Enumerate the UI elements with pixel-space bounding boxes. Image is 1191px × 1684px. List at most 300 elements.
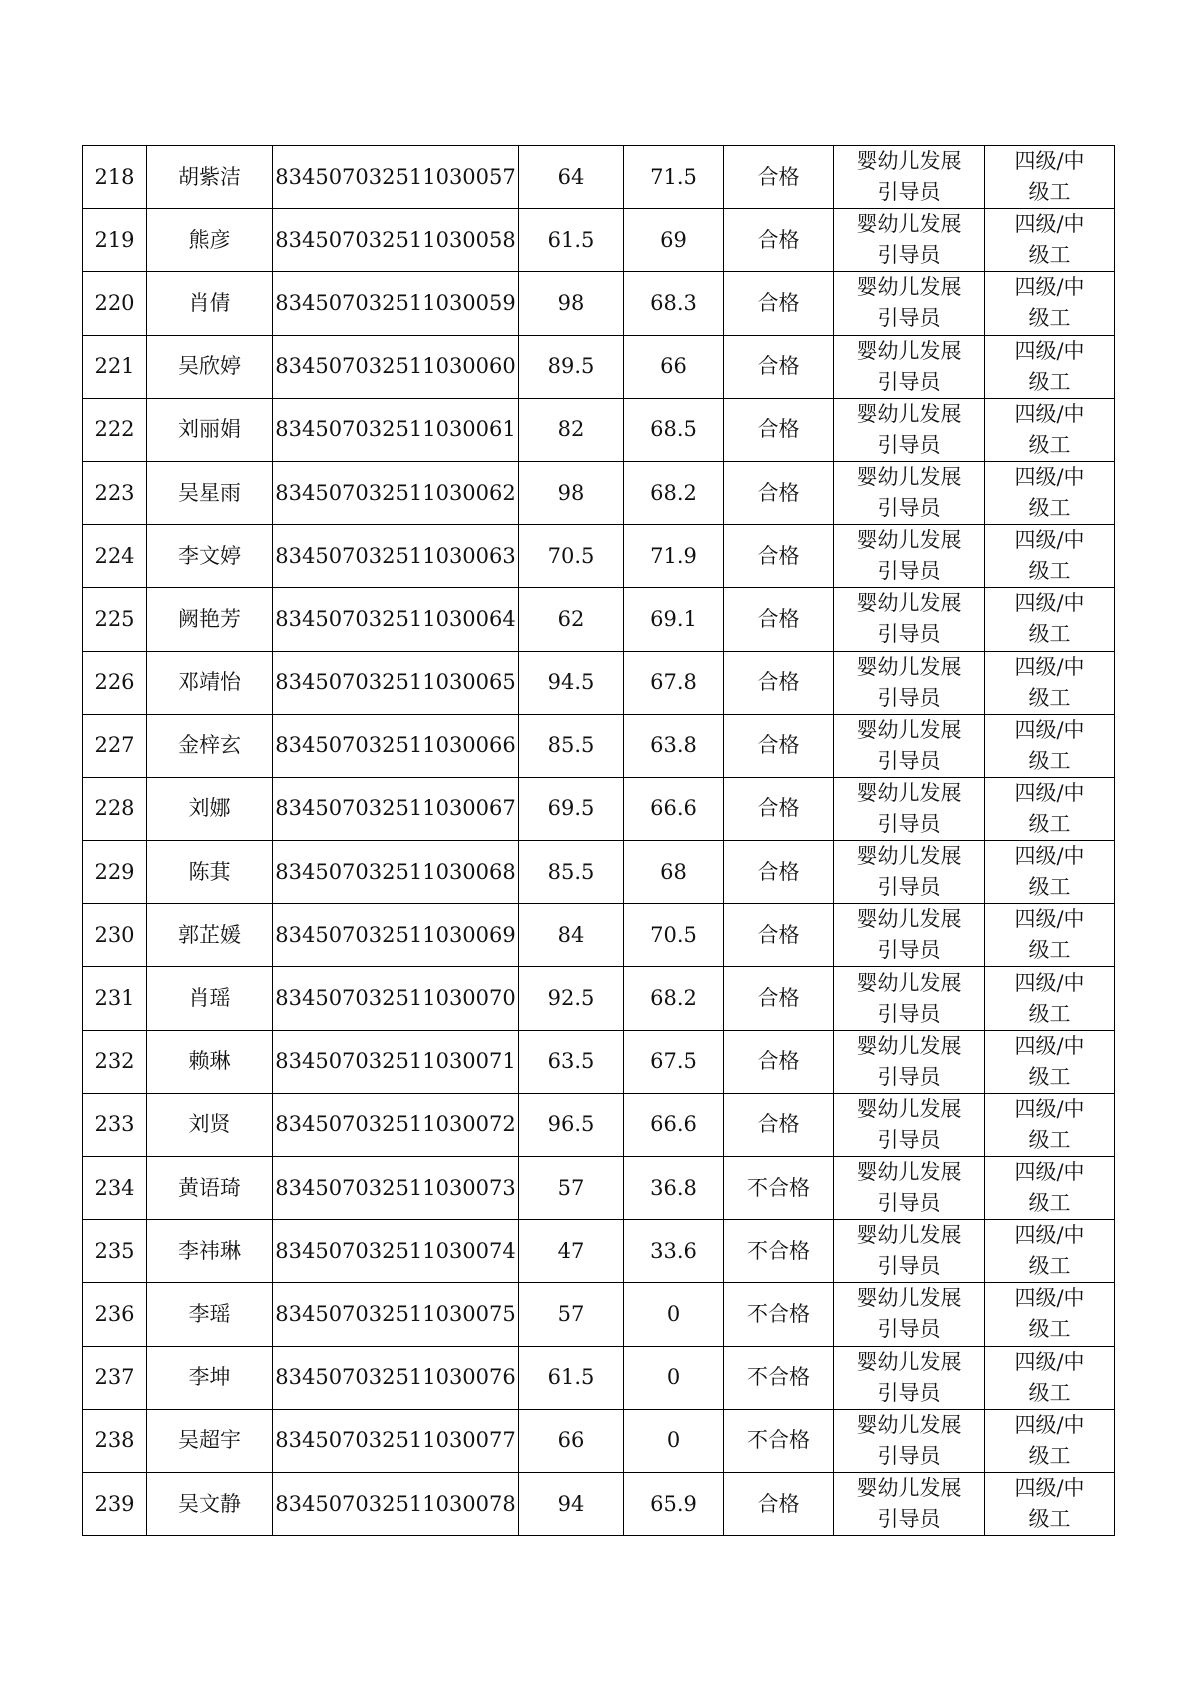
cell-skill-score — [624, 1220, 724, 1283]
cell-result — [724, 1157, 834, 1220]
cell-no — [83, 1472, 147, 1535]
cell-result — [724, 967, 834, 1030]
cell-no-text: 222 — [94, 417, 135, 442]
cell-level-text: 四级/中级工 — [1014, 1476, 1085, 1532]
cell-skill-score-text: 68 — [660, 859, 687, 884]
cell-occupation — [834, 588, 985, 651]
cell-no — [83, 146, 147, 209]
cell-no — [83, 1093, 147, 1156]
cell-level-text: 四级/中级工 — [1014, 528, 1085, 584]
cell-cert-id-text: 834507032511030075 — [275, 1301, 516, 1326]
cell-level — [985, 1220, 1115, 1283]
cell-theory-score-text: 85.5 — [547, 859, 595, 884]
cell-no — [83, 1030, 147, 1093]
cell-name — [147, 904, 273, 967]
table-row — [83, 209, 1115, 272]
cell-no-text: 239 — [94, 1491, 135, 1516]
cell-theory-score — [519, 335, 624, 398]
cell-name-text: 胡紫洁 — [178, 164, 241, 189]
table-row — [83, 1283, 1115, 1346]
cell-occupation — [834, 1030, 985, 1093]
cell-theory-score — [519, 1283, 624, 1346]
cell-skill-score — [624, 1157, 724, 1220]
cell-level-text: 四级/中级工 — [1014, 907, 1085, 963]
cell-theory-score-text: 66 — [557, 1428, 585, 1453]
cell-name — [147, 841, 273, 904]
cell-level-text: 四级/中级工 — [1014, 844, 1085, 900]
cell-occupation — [834, 209, 985, 272]
cell-level — [985, 335, 1115, 398]
cell-result — [724, 1409, 834, 1472]
cell-level — [985, 1409, 1115, 1472]
cell-occupation — [834, 272, 985, 335]
cell-level — [985, 841, 1115, 904]
cell-level — [985, 1093, 1115, 1156]
cell-skill-score — [624, 398, 724, 461]
table-body — [83, 146, 1115, 1536]
cell-no-text: 238 — [94, 1428, 135, 1453]
cell-occupation-text: 婴幼儿发展引导员 — [856, 591, 962, 647]
cell-name — [147, 714, 273, 777]
cell-occupation — [834, 1283, 985, 1346]
table-row — [83, 461, 1115, 524]
table-row — [83, 1220, 1115, 1283]
cell-skill-score — [624, 335, 724, 398]
table-row — [83, 398, 1115, 461]
cell-theory-score-text: 57 — [557, 1175, 585, 1200]
cell-name — [147, 335, 273, 398]
cell-cert-id — [273, 1472, 519, 1535]
cell-name-text: 李文婷 — [178, 543, 241, 568]
cell-theory-score — [519, 209, 624, 272]
cell-skill-score-text: 66.6 — [650, 796, 697, 821]
cell-occupation-text: 婴幼儿发展引导员 — [856, 149, 962, 205]
cell-cert-id — [273, 651, 519, 714]
cell-no-text: 233 — [94, 1112, 135, 1137]
cell-result — [724, 777, 834, 840]
cell-theory-score — [519, 1409, 624, 1472]
cell-occupation-text: 婴幼儿发展引导员 — [856, 844, 962, 900]
cell-name-text: 黄语琦 — [178, 1175, 241, 1200]
cell-occupation-text: 婴幼儿发展引导员 — [856, 970, 962, 1026]
cell-theory-score-text: 82 — [557, 417, 585, 442]
cell-name — [147, 461, 273, 524]
cell-skill-score-text: 69 — [660, 227, 687, 252]
cell-level-text: 四级/中级工 — [1014, 1412, 1085, 1468]
cell-skill-score-text: 71.5 — [650, 164, 697, 189]
cell-skill-score — [624, 841, 724, 904]
cell-result — [724, 904, 834, 967]
cell-name-text: 陈萁 — [188, 859, 231, 884]
cell-occupation — [834, 1093, 985, 1156]
cell-occupation-text: 婴幼儿发展引导员 — [856, 780, 962, 836]
cell-cert-id-text: 834507032511030065 — [275, 670, 516, 695]
cell-skill-score — [624, 651, 724, 714]
cell-skill-score — [624, 967, 724, 1030]
cell-result — [724, 1093, 834, 1156]
cell-no — [83, 1157, 147, 1220]
cell-no — [83, 1346, 147, 1409]
cell-occupation — [834, 1472, 985, 1535]
cell-result-text: 合格 — [757, 733, 800, 758]
cell-no — [83, 272, 147, 335]
cell-skill-score-text: 69.1 — [650, 606, 697, 631]
cell-name — [147, 967, 273, 1030]
cell-level-text: 四级/中级工 — [1014, 1096, 1085, 1152]
cell-cert-id — [273, 461, 519, 524]
table-row — [83, 714, 1115, 777]
cell-occupation-text: 婴幼儿发展引导员 — [856, 338, 962, 394]
cell-no — [83, 525, 147, 588]
cell-skill-score — [624, 588, 724, 651]
cell-occupation-text: 婴幼儿发展引导员 — [856, 1223, 962, 1279]
cell-level — [985, 1157, 1115, 1220]
cell-theory-score-text: 92.5 — [547, 986, 595, 1011]
cell-level — [985, 1346, 1115, 1409]
cell-skill-score-text: 70.5 — [650, 922, 697, 947]
cell-result-text: 合格 — [757, 986, 800, 1011]
table-row — [83, 777, 1115, 840]
cell-occupation — [834, 146, 985, 209]
cell-no-text: 224 — [94, 543, 135, 568]
cell-level-text: 四级/中级工 — [1014, 1223, 1085, 1279]
cell-name-text: 李坤 — [188, 1365, 231, 1390]
cell-skill-score-text: 68.5 — [650, 417, 697, 442]
cell-name — [147, 1283, 273, 1346]
cell-occupation — [834, 904, 985, 967]
table-row — [83, 588, 1115, 651]
cell-skill-score — [624, 904, 724, 967]
cell-occupation — [834, 1157, 985, 1220]
cell-skill-score-text: 63.8 — [650, 733, 697, 758]
cell-result-text: 合格 — [757, 922, 800, 947]
cell-theory-score — [519, 841, 624, 904]
cell-no-text: 234 — [94, 1175, 135, 1200]
cell-theory-score-text: 94.5 — [547, 670, 595, 695]
cell-result-text: 合格 — [757, 480, 800, 505]
cell-occupation — [834, 525, 985, 588]
cell-level — [985, 272, 1115, 335]
cell-cert-id-text: 834507032511030060 — [275, 354, 516, 379]
cell-occupation — [834, 967, 985, 1030]
cell-level-text: 四级/中级工 — [1014, 149, 1085, 205]
cell-name-text: 肖倩 — [188, 290, 231, 315]
cell-result — [724, 714, 834, 777]
cell-cert-id — [273, 398, 519, 461]
cell-name-text: 郭芷媛 — [178, 922, 241, 947]
cell-result-text: 合格 — [757, 290, 800, 315]
cell-level — [985, 1030, 1115, 1093]
cell-level — [985, 967, 1115, 1030]
cell-skill-score-text: 66.6 — [650, 1112, 697, 1137]
cell-result — [724, 335, 834, 398]
cell-skill-score — [624, 1346, 724, 1409]
cell-cert-id — [273, 1157, 519, 1220]
cell-result — [724, 841, 834, 904]
cell-theory-score — [519, 1030, 624, 1093]
cell-name-text: 李瑶 — [188, 1301, 231, 1326]
table-row — [83, 1093, 1115, 1156]
cell-skill-score-text: 68.3 — [650, 290, 697, 315]
cell-result — [724, 651, 834, 714]
cell-skill-score-text: 36.8 — [650, 1175, 697, 1200]
cell-cert-id-text: 834507032511030073 — [275, 1175, 516, 1200]
cell-occupation-text: 婴幼儿发展引导员 — [856, 275, 962, 331]
cell-name-text: 吴超宇 — [178, 1428, 241, 1453]
table-row — [83, 651, 1115, 714]
cell-result-text: 不合格 — [747, 1175, 810, 1200]
cell-cert-id-text: 834507032511030071 — [275, 1049, 516, 1074]
cell-cert-id-text: 834507032511030061 — [275, 417, 516, 442]
cell-level — [985, 651, 1115, 714]
cell-level — [985, 209, 1115, 272]
cell-level-text: 四级/中级工 — [1014, 717, 1085, 773]
cell-occupation — [834, 841, 985, 904]
cell-cert-id-text: 834507032511030064 — [275, 606, 516, 631]
cell-name-text: 刘贤 — [188, 1112, 231, 1137]
cell-cert-id — [273, 1220, 519, 1283]
cell-occupation — [834, 651, 985, 714]
cell-occupation — [834, 335, 985, 398]
cell-cert-id — [273, 1409, 519, 1472]
cell-name-text: 金梓玄 — [178, 733, 241, 758]
cell-cert-id-text: 834507032511030063 — [275, 543, 516, 568]
cell-skill-score — [624, 777, 724, 840]
cell-skill-score-text: 68.2 — [650, 986, 697, 1011]
cell-theory-score-text: 69.5 — [547, 796, 595, 821]
cell-skill-score-text: 67.5 — [650, 1049, 697, 1074]
cell-name-text: 吴欣婷 — [178, 354, 241, 379]
table-row — [83, 1472, 1115, 1535]
cell-theory-score-text: 96.5 — [547, 1112, 595, 1137]
cell-no — [83, 1283, 147, 1346]
cell-cert-id — [273, 146, 519, 209]
cell-theory-score — [519, 1472, 624, 1535]
table-row — [83, 841, 1115, 904]
cell-no-text: 225 — [94, 606, 135, 631]
cell-cert-id-text: 834507032511030074 — [275, 1238, 516, 1263]
cell-skill-score-text: 65.9 — [650, 1491, 697, 1516]
cell-no — [83, 651, 147, 714]
cell-skill-score — [624, 272, 724, 335]
cell-cert-id — [273, 841, 519, 904]
cell-theory-score-text: 47 — [557, 1238, 585, 1263]
cell-theory-score — [519, 1157, 624, 1220]
cell-name-text: 肖瑶 — [188, 986, 231, 1011]
cell-result — [724, 1030, 834, 1093]
cell-no — [83, 777, 147, 840]
cell-no-text: 221 — [94, 354, 135, 379]
cell-result-text: 合格 — [757, 543, 800, 568]
cell-occupation-text: 婴幼儿发展引导员 — [856, 1286, 962, 1342]
cell-theory-score — [519, 461, 624, 524]
cell-level-text: 四级/中级工 — [1014, 654, 1085, 710]
cell-result-text: 合格 — [757, 227, 800, 252]
cell-cert-id — [273, 1030, 519, 1093]
cell-name — [147, 1157, 273, 1220]
cell-skill-score — [624, 525, 724, 588]
cell-no-text: 227 — [94, 733, 135, 758]
cell-level-text: 四级/中级工 — [1014, 591, 1085, 647]
cell-name-text: 吴文静 — [178, 1491, 241, 1516]
cell-level — [985, 1472, 1115, 1535]
cell-no — [83, 1220, 147, 1283]
cell-name — [147, 209, 273, 272]
cell-cert-id-text: 834507032511030076 — [275, 1365, 516, 1390]
cell-name — [147, 651, 273, 714]
cell-occupation — [834, 398, 985, 461]
cell-occupation — [834, 714, 985, 777]
cell-level-text: 四级/中级工 — [1014, 465, 1085, 521]
cell-no-text: 226 — [94, 670, 135, 695]
cell-name — [147, 1093, 273, 1156]
cell-result — [724, 461, 834, 524]
cell-no — [83, 398, 147, 461]
table-row — [83, 904, 1115, 967]
cell-skill-score-text: 68.2 — [650, 480, 697, 505]
cell-theory-score-text: 89.5 — [547, 354, 595, 379]
cell-level-text: 四级/中级工 — [1014, 1160, 1085, 1216]
cell-result-text: 合格 — [757, 164, 800, 189]
cell-level-text: 四级/中级工 — [1014, 212, 1085, 268]
cell-cert-id-text: 834507032511030069 — [275, 922, 516, 947]
cell-cert-id — [273, 1093, 519, 1156]
cell-level — [985, 461, 1115, 524]
cell-cert-id-text: 834507032511030077 — [275, 1428, 516, 1453]
cell-theory-score-text: 62 — [557, 606, 585, 631]
cell-occupation-text: 婴幼儿发展引导员 — [856, 1476, 962, 1532]
cell-theory-score — [519, 588, 624, 651]
cell-occupation-text: 婴幼儿发展引导员 — [856, 1096, 962, 1152]
cell-cert-id — [273, 335, 519, 398]
cell-no-text: 235 — [94, 1238, 135, 1263]
cell-no — [83, 714, 147, 777]
cell-occupation-text: 婴幼儿发展引导员 — [856, 212, 962, 268]
cell-result — [724, 1220, 834, 1283]
cell-level — [985, 714, 1115, 777]
cell-cert-id-text: 834507032511030066 — [275, 733, 516, 758]
cell-level — [985, 525, 1115, 588]
cell-level-text: 四级/中级工 — [1014, 275, 1085, 331]
cell-skill-score — [624, 1030, 724, 1093]
cell-cert-id-text: 834507032511030067 — [275, 796, 516, 821]
table-row — [83, 525, 1115, 588]
cell-no-text: 223 — [94, 480, 135, 505]
cell-cert-id — [273, 272, 519, 335]
cell-occupation — [834, 777, 985, 840]
cell-result-text: 合格 — [757, 417, 800, 442]
cell-theory-score — [519, 272, 624, 335]
cell-no-text: 230 — [94, 922, 135, 947]
cell-cert-id — [273, 1346, 519, 1409]
cell-name — [147, 777, 273, 840]
cell-no-text: 228 — [94, 796, 135, 821]
cell-no — [83, 841, 147, 904]
cell-no — [83, 1409, 147, 1472]
cell-name-text: 邓靖怡 — [178, 670, 241, 695]
cell-occupation — [834, 1220, 985, 1283]
cell-no-text: 218 — [94, 164, 135, 189]
cell-result-text: 不合格 — [747, 1238, 810, 1263]
cell-occupation-text: 婴幼儿发展引导员 — [856, 528, 962, 584]
cell-result — [724, 272, 834, 335]
cell-result — [724, 398, 834, 461]
cell-cert-id — [273, 209, 519, 272]
cell-skill-score-text: 71.9 — [650, 543, 697, 568]
cell-cert-id-text: 834507032511030070 — [275, 986, 516, 1011]
cell-skill-score-text: 0 — [666, 1301, 681, 1326]
cell-theory-score-text: 57 — [557, 1301, 585, 1326]
cell-theory-score — [519, 1220, 624, 1283]
cell-level-text: 四级/中级工 — [1014, 338, 1085, 394]
cell-theory-score-text: 94 — [557, 1491, 585, 1516]
cell-theory-score — [519, 1346, 624, 1409]
cell-cert-id — [273, 525, 519, 588]
cell-occupation — [834, 461, 985, 524]
cell-occupation-text: 婴幼儿发展引导员 — [856, 401, 962, 457]
cell-skill-score — [624, 146, 724, 209]
cell-name-text: 熊彦 — [188, 227, 231, 252]
cell-occupation-text: 婴幼儿发展引导员 — [856, 1412, 962, 1468]
table-row — [83, 1030, 1115, 1093]
cell-theory-score — [519, 777, 624, 840]
cell-result-text: 不合格 — [747, 1301, 810, 1326]
cell-name-text: 刘娜 — [188, 796, 231, 821]
cell-name-text: 刘丽娟 — [178, 417, 241, 442]
cell-level — [985, 1283, 1115, 1346]
cell-no — [83, 209, 147, 272]
cell-cert-id-text: 834507032511030062 — [275, 480, 516, 505]
cell-cert-id — [273, 1283, 519, 1346]
cell-cert-id-text: 834507032511030058 — [275, 227, 516, 252]
table-row — [83, 1409, 1115, 1472]
cell-name — [147, 272, 273, 335]
cell-no-text: 237 — [94, 1365, 135, 1390]
cell-theory-score — [519, 1093, 624, 1156]
cell-result — [724, 588, 834, 651]
cell-no-text: 231 — [94, 986, 135, 1011]
score-table — [82, 145, 1115, 1536]
cell-occupation — [834, 1346, 985, 1409]
cell-occupation-text: 婴幼儿发展引导员 — [856, 465, 962, 521]
table-row — [83, 1346, 1115, 1409]
cell-result — [724, 1283, 834, 1346]
cell-cert-id — [273, 588, 519, 651]
cell-theory-score-text: 84 — [557, 922, 585, 947]
table-row — [83, 146, 1115, 209]
cell-skill-score-text: 0 — [666, 1365, 681, 1390]
cell-theory-score — [519, 525, 624, 588]
cell-no — [83, 967, 147, 1030]
cell-level — [985, 398, 1115, 461]
cell-no — [83, 461, 147, 524]
cell-no-text: 236 — [94, 1301, 135, 1326]
cell-no-text: 220 — [94, 290, 135, 315]
cell-occupation-text: 婴幼儿发展引导员 — [856, 1349, 962, 1405]
cell-no — [83, 904, 147, 967]
cell-theory-score-text: 61.5 — [547, 1365, 595, 1390]
cell-name — [147, 146, 273, 209]
table-row — [83, 272, 1115, 335]
cell-no-text: 219 — [94, 227, 135, 252]
cell-theory-score — [519, 398, 624, 461]
cell-theory-score-text: 98 — [557, 480, 585, 505]
cell-name — [147, 398, 273, 461]
cell-no-text: 232 — [94, 1049, 135, 1074]
cell-cert-id-text: 834507032511030059 — [275, 290, 516, 315]
cell-level-text: 四级/中级工 — [1014, 780, 1085, 836]
cell-result-text: 合格 — [757, 859, 800, 884]
